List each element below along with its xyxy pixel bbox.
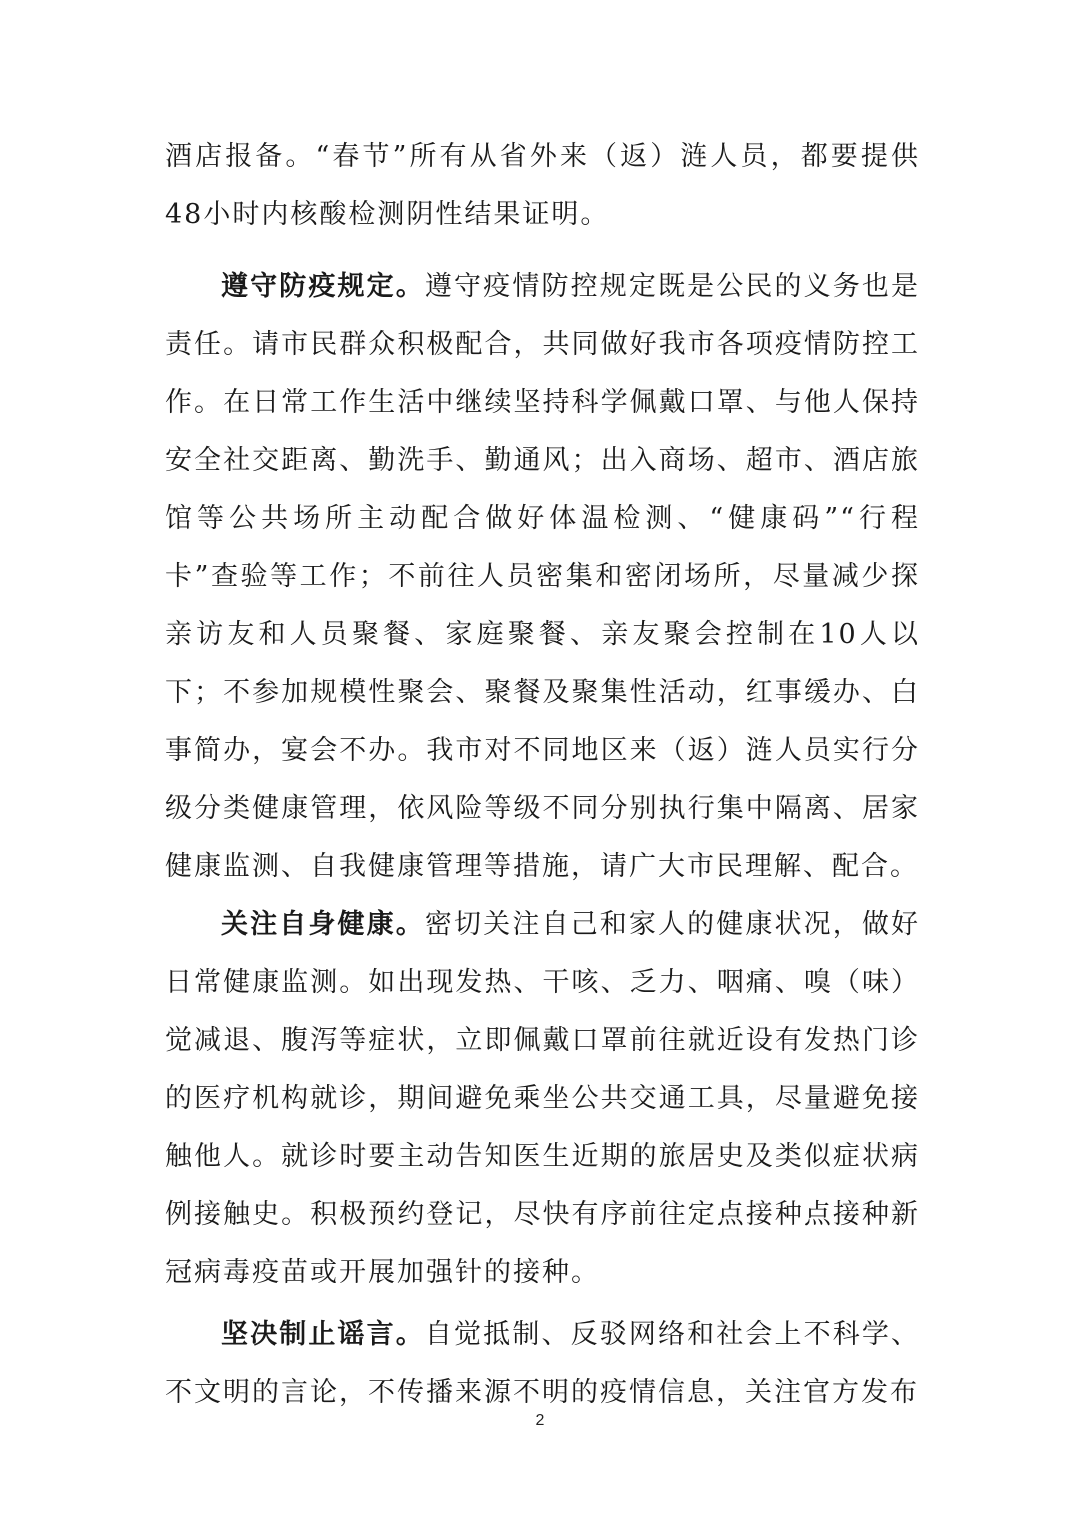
paragraph-text: 自觉抵制、反驳网络和社会上不科学、不文明的言论，不传播来源不明的疫情信息，关注官方发布	[165, 1319, 921, 1408]
paragraph-epidemic-rules	[165, 258, 920, 896]
paragraph-text: 密切关注自己和家人的健康状况，做好日常健康监测。如出现发热、干咳、乏力、咽痛、嗅（味）觉减退、腹泻等症状，立即佩戴口罩前往就近设有发热门诊的医疗机构就诊，期间避免乘坐公共交通工具，尽量避免接触他人。就诊时要主动告知医生近期的旅居史及类似症状病例接触史。积极预约登记，尽快有序前往定点接种点接种新冠病毒疫苗或开展加强针的接种。	[165, 909, 921, 1288]
paragraph-continuation	[165, 128, 920, 244]
paragraph-lead: 遵守防疫规定。	[221, 271, 425, 302]
paragraph-lead: 坚决制止谣言。	[221, 1319, 425, 1350]
paragraph-text: 遵守疫情防控规定既是公民的义务也是责任。请市民群众积极配合，共同做好我市各项疫情防控工作。在日常工作生活中继续坚持科学佩戴口罩、与他人保持安全社交距离、勤洗手、勤通风；出入商场、超市、酒店旅馆等公共场所主动配合做好体温检测、“健康码”“行程卡”查验等工作；不前往人员密集和密闭场所，尽量减少探亲访友和人员聚餐、家庭聚餐、亲友聚会控制在10人以下；不参加规模性聚会、聚餐及聚集性活动，红事缓办、白事简办，宴会不办。我市对不同地区来（返）涟人员实行分级分类健康管理，依风险等级不同分别执行集中隔离、居家健康监测、自我健康管理等措施，请广大市民理解、配合。	[165, 271, 921, 882]
paragraph-rumors	[165, 1306, 920, 1422]
document-body	[165, 128, 920, 1422]
paragraph-health	[165, 896, 920, 1302]
paragraph-lead: 关注自身健康。	[221, 909, 425, 940]
paragraph-text: 酒店报备。“春节”所有从省外来（返）涟人员，都要提供48小时内核酸检测阴性结果证明。	[165, 141, 920, 230]
page-number: 2	[535, 1412, 545, 1429]
